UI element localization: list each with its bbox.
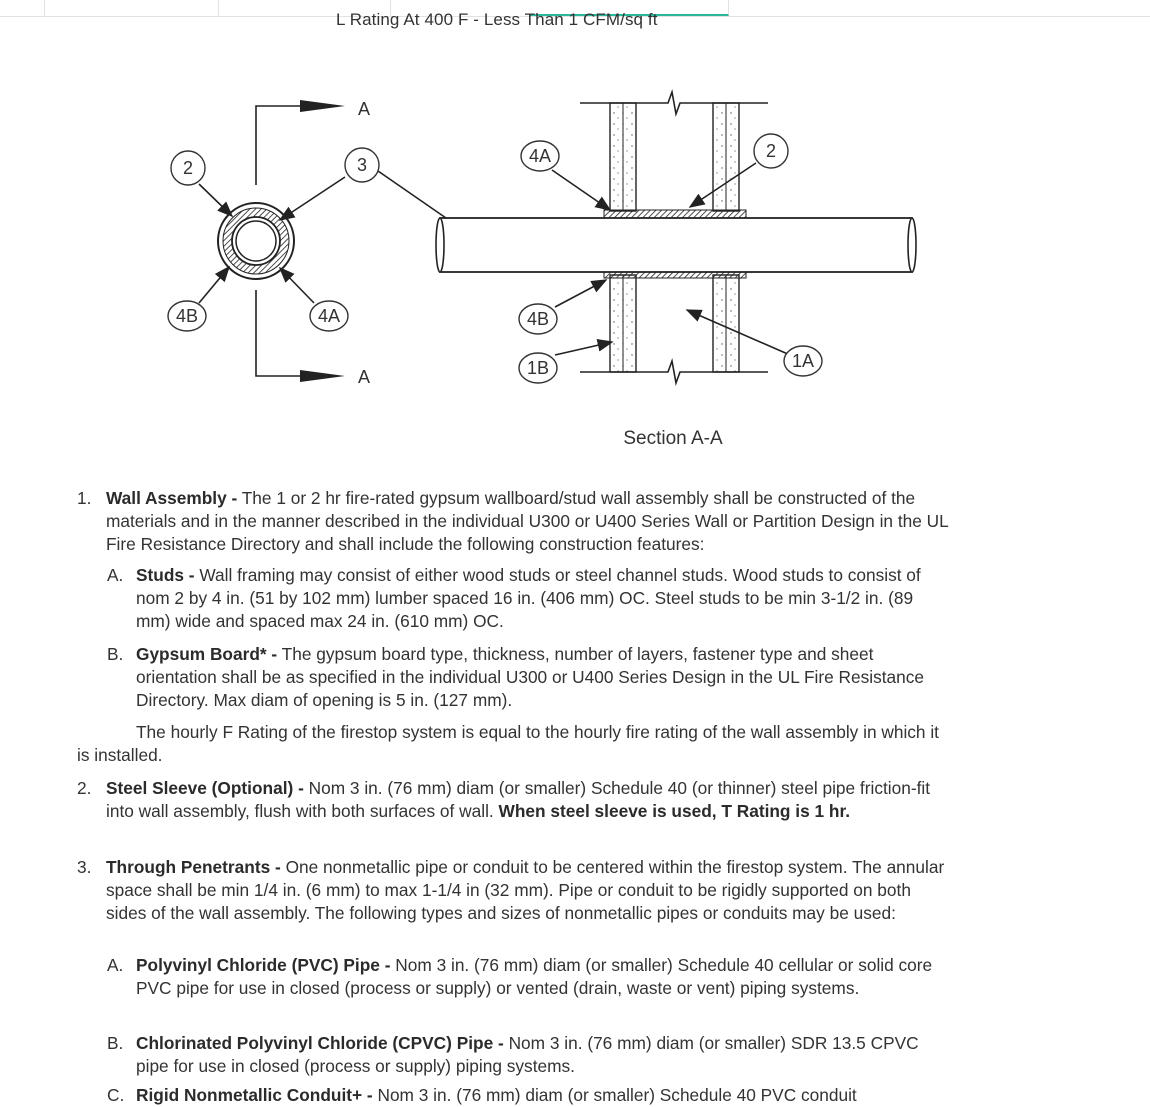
sub-letter: A. (107, 565, 124, 585)
item-title: Steel Sleeve (Optional) - (106, 778, 304, 798)
sub-item-rigid-conduit (136, 1084, 946, 1107)
section-caption: Section A-A (623, 428, 723, 449)
item-wall-assembly (106, 487, 956, 556)
section-marker-top: A (357, 99, 371, 119)
sub-letter: C. (107, 1085, 125, 1105)
item-text: One nonmetallic pipe or conduit to be centered within the firestop system. The annular space shall be min 1/4 in. (6 mm) to max 1-1/4 in (32 mm). Pipe or conduit to be rigidly supported on both sides of the wall assembly. The following types and sizes of nonmetallic pipes or conduits may be used: (106, 857, 945, 923)
sub-item-cpvc-pipe (136, 1032, 946, 1078)
callout-2-left (171, 151, 205, 185)
sub-title: Gypsum Board* - (136, 644, 278, 664)
callout-4b-left (168, 301, 206, 331)
callout-2-right (754, 134, 788, 168)
item-title: Wall Assembly - (106, 488, 238, 508)
sub-letter: B. (107, 1033, 124, 1053)
sub-letter: B. (107, 644, 124, 664)
callout-1b (519, 353, 557, 383)
item-text: Nom 3 in. (76 mm) diam (or smaller) Schedule 40 (or thinner) steel pipe friction-fit into wall assembly, flush with both surfaces of wall. (106, 778, 931, 821)
firestop-detail-diagram (0, 0, 1150, 460)
sub-letter: A. (107, 955, 124, 975)
sub-text: Nom 3 in. (76 mm) diam (or smaller) Schedule 40 cellular or solid core PVC pipe for use in closed (process or supply) or vented (drain, waste or vent) piping systems. (136, 955, 933, 998)
callout-4a-right (521, 141, 559, 171)
sub-title: Polyvinyl Chloride (PVC) Pipe - (136, 955, 391, 975)
clipped-heading: L Rating At 400 F - Less Than 1 CFM/sq ft (336, 10, 658, 29)
callout-3 (345, 148, 379, 182)
item-through-penetrants (106, 856, 956, 925)
callout-4b-right (519, 304, 557, 334)
svg-text:3: 3 (356, 155, 368, 175)
svg-text:4A: 4A (528, 146, 552, 166)
callout-4a-left (310, 301, 348, 331)
sub-item-studs (136, 564, 946, 633)
sub-title: Rigid Nonmetallic Conduit+ - (136, 1085, 373, 1105)
item-emphasis: When steel sleeve is used, T Rating is 1 hr. (498, 801, 851, 821)
callout-1a (784, 346, 822, 376)
item-number: 3. (77, 857, 92, 877)
sub-title: Chlorinated Polyvinyl Chloride (CPVC) Pipe - (136, 1033, 504, 1053)
cross-section-view (199, 100, 472, 382)
sub-title: Studs - (136, 565, 195, 585)
section-marker-bottom: A (357, 367, 371, 387)
item-steel-sleeve (106, 777, 956, 823)
sub-text: Nom 3 in. (76 mm) diam (or smaller) Schedule 40 PVC conduit (377, 1085, 857, 1105)
sub-text: The gypsum board type, thickness, number of layers, fastener type and sheet orientation shall be as specified in the individual U300 or U400 Series Design in the UL Fire Resistance Directory. Max diam of opening is 5 in. (127 mm). (136, 644, 925, 710)
sub-item-gypsum-board (136, 643, 946, 712)
svg-text:2: 2 (182, 158, 194, 178)
item-text: The 1 or 2 hr fire-rated gypsum wallboard/stud wall assembly shall be constructed of the materials and in the manner described in the individual U300 or U400 Series Wall or Partition Design in the UL Fire Resistance Directory and shall include the following construction features: (106, 488, 949, 554)
svg-text:4B: 4B (526, 309, 550, 329)
sub-text: Nom 3 in. (76 mm) diam (or smaller) SDR 13.5 CPVC pipe for use in closed (process or supply) piping systems. (136, 1033, 919, 1076)
svg-text:1A: 1A (791, 351, 815, 371)
sub-text: Wall framing may consist of either wood studs or steel channel studs. Wood studs to consist of nom 2 by 4 in. (51 by 102 mm) lumber spaced 16 in. (406 mm) OC. Steel studs to be min 3-1/2 in. (89 mm) wide and spaced max 24 in. (610 mm) OC. (136, 565, 921, 631)
svg-text:4B: 4B (175, 306, 199, 326)
section-a-a-view (436, 92, 916, 383)
item-number: 2. (77, 778, 92, 798)
item-number: 1. (77, 488, 92, 508)
item-title: Through Penetrants - (106, 857, 281, 877)
sub-item-pvc-pipe (136, 954, 946, 1000)
svg-text:2: 2 (765, 141, 777, 161)
svg-text:1B: 1B (526, 358, 550, 378)
f-rating-note: The hourly F Rating of the firestop system is equal to the hourly fire rating of the wall assembly in which it is installed. (77, 722, 939, 765)
svg-text:4A: 4A (317, 306, 341, 326)
